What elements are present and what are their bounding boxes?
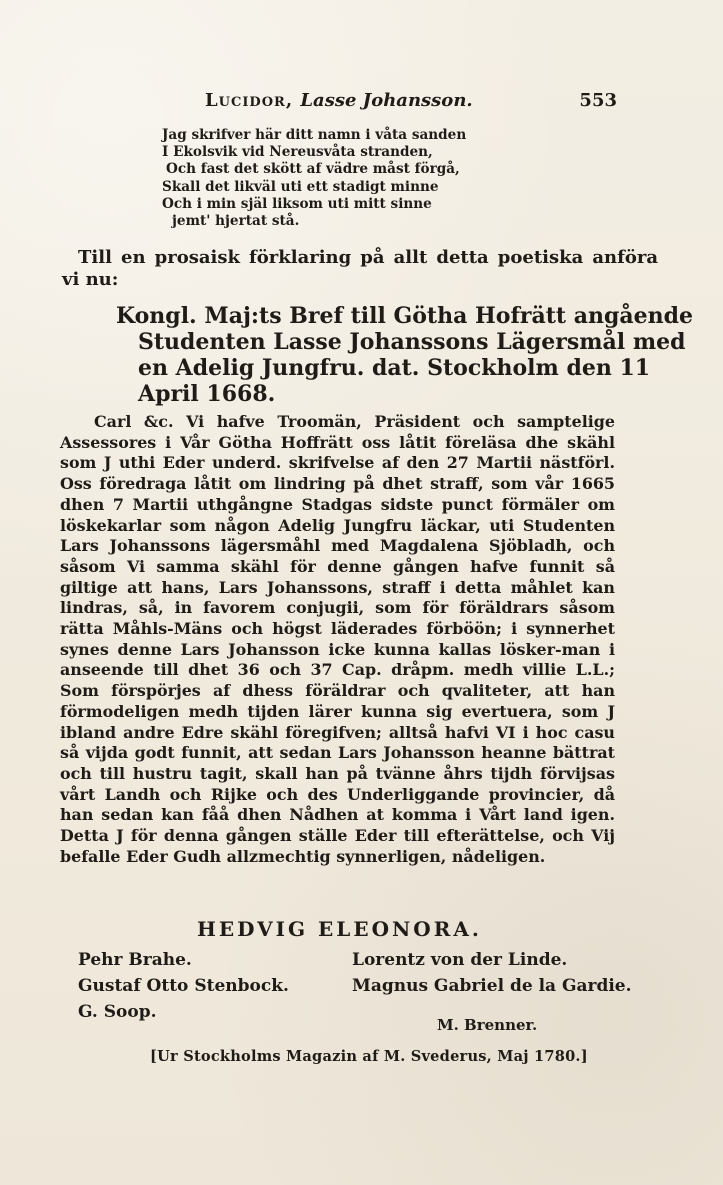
title-line: Studenten Lasse Johanssons Lägersmål med xyxy=(138,329,686,355)
running-header xyxy=(205,90,617,120)
letter-paragraph: Carl &c. Vi hafve Troomän, Präsident och samptelige Assessores i Vår Götha Hoffrätt oss låtit föreläsa dhe skähl som J uthi Eder underd. skrifvelse af den 27 Martii nästförl. Oss föredraga låtit om lindring på dhet straff, som vår 1665 dhen 7 Martii uthgångne Stadgas sidste punct förmäler om löskekarlar som någon Adelig Jungfru läckar, uti Studenten Lars Johanssons lägersmåhl med Magdalena Sjöbladh, och såsom Vi samma skähl för denne gången hafve funnit så giltige att hans, Lars Johanssons, straff i detta måhlet kan lindras, så, in favorem conjugii, som för föräldrars såsom rätta Måhls-Mäns och högst läderades förböön; i synnerhet synes denne Lars Johansson icke kunna kallas lösker-man i anseende till dhet 36 och 37 Cap. dråpm. medh villie L.L.; Som förspörjes af dhess föräldrar och qvaliteter, att han förmodeligen medh tijden lärer kunna sig evertuera, som J ibland andre Edre skähl föregifven; alltså hafvi VI i hoc casu så vijda godt funnit, att sedan Lars Johansson heanne bättrat och till hustru tagit, skall han på tvänne åhrs tijdh förvijsas vårt Landh och Rijke och des Underliggande provincier, då han sedan kan fåå dhen Nådhen at komma i Vårt land igen. Detta J för denna gången ställe Eder till efterättelse, och Vij befalle Eder Gudh allzmechtig synnerligen, nådeligen. xyxy=(60,412,615,866)
signatory: G. Soop. xyxy=(78,1002,157,1022)
poem-line: jemt' hjertat stå. xyxy=(172,213,300,230)
title-line: Kongl. Maj:ts Bref till Götha Hofrätt angående xyxy=(116,303,694,329)
intro-paragraph: Till en prosaisk förklaring på allt detta poetiska anföra vi nu: xyxy=(62,247,658,290)
signatory: Lorentz von der Linde. xyxy=(352,950,568,970)
title-line: en Adelig Jungfru. dat. Stockholm den 11 xyxy=(138,355,651,381)
page-number: 553 xyxy=(579,90,617,111)
poem-block xyxy=(162,127,522,230)
subject-name: Lasse Johansson. xyxy=(300,90,473,111)
letter-body xyxy=(60,412,615,867)
document-title xyxy=(116,303,694,407)
signatory: Magnus Gabriel de la Gardie. xyxy=(352,976,632,996)
poem-line: Och i min själ liksom uti mitt sinne xyxy=(162,195,432,212)
author-name: Lucidor, xyxy=(205,90,294,111)
right-signatories xyxy=(352,947,632,999)
poem-line: Skall det likväl uti ett stadigt minne xyxy=(162,178,439,195)
signatory: Pehr Brahe. xyxy=(78,950,192,970)
secretary-signature: M. Brenner. xyxy=(437,1016,538,1034)
signatory: Gustaf Otto Stenbock. xyxy=(78,976,289,996)
poem-line: I Ekolsvik vid Nereusvåta stranden, xyxy=(162,144,433,161)
poem-line: Och fast det skött af vädre måst förgå, xyxy=(166,161,460,178)
left-signatories xyxy=(78,947,289,1025)
title-line: April 1668. xyxy=(138,381,276,407)
royal-signature: HEDVIG ELEONORA. xyxy=(197,917,482,941)
poem-line: Jag skrifver här ditt namn i våta sanden xyxy=(162,127,467,143)
running-head xyxy=(205,90,473,111)
source-citation: [Ur Stockholms Magazin af M. Svederus, Maj 1780.] xyxy=(150,1048,588,1065)
